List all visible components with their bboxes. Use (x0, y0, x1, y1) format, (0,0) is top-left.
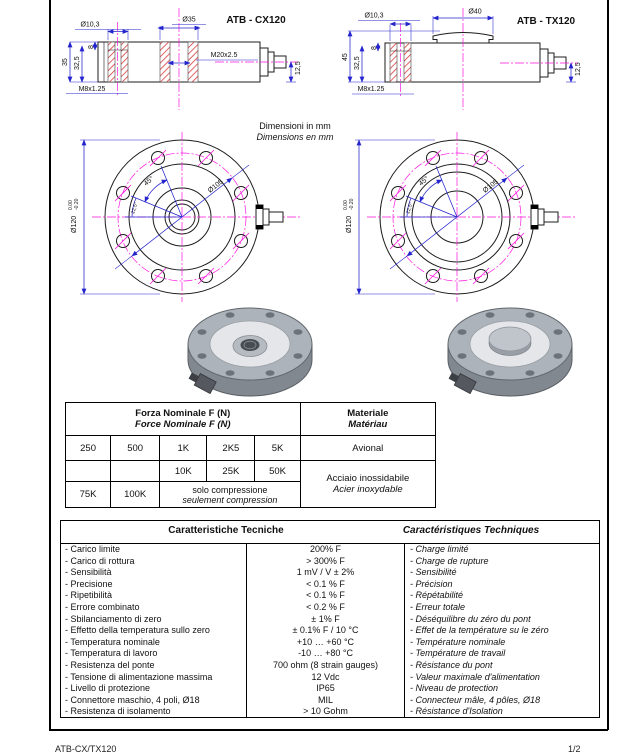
force-cell: 250 (66, 436, 111, 461)
force-header-it: Forza Nominale F (N) (135, 408, 231, 419)
tech-label-fr: - Erreur totale (405, 602, 600, 614)
tech-row (61, 556, 599, 568)
compression-note-fr: seulement compression (182, 494, 278, 505)
tech-label-it: - Errore combinato (65, 601, 140, 612)
tech-label-fr: - Précision (405, 579, 600, 591)
tech-label-it: - Resistenza del ponte (65, 659, 155, 670)
tech-value: < 0.2 % F (247, 602, 405, 614)
force-cell: 75K (66, 482, 111, 508)
tech-header-it: Caratteristiche Tecniche (168, 525, 284, 536)
tech-label-it: - Temperatura nominale (65, 636, 160, 647)
tech-label-it: - Ripetibilità (65, 590, 113, 601)
cx-thread-center-label: M20x2.5 (210, 52, 238, 59)
tech-label-fr: - Charge de rupture (405, 556, 600, 568)
force-cell-empty (66, 461, 111, 482)
tx-front-tol-upper: 0.00 (343, 200, 349, 210)
force-cell: 500 (111, 436, 160, 461)
tech-row (61, 590, 599, 602)
tech-value: < 0.1 % F (247, 590, 405, 602)
dimensions-note-fr: Dimensions en mm (256, 132, 334, 142)
force-header-fr: Force Nominale F (N) (135, 419, 231, 430)
tech-label-fr: - Température nominale (405, 637, 600, 649)
tx-connector-offset-label: 12,5 (575, 62, 582, 76)
tech-label-it: - Temperatura di lavoro (65, 648, 158, 659)
cx-height-total-label: 35 (62, 58, 69, 66)
tech-label-it: - Connettore maschio, 4 poli, Ø18 (65, 694, 200, 705)
tech-label-it: - Precisione (65, 578, 113, 589)
material-avional-cell: Avional (300, 436, 435, 461)
tx-height-inner-label: 32,5 (354, 56, 361, 70)
tx-thread-bolt-label: M8x1.25 (357, 86, 385, 93)
cx-front-tol-upper: 0.00 (68, 200, 74, 210)
force-cell: 50K (255, 461, 300, 482)
tech-label-it: - Carico limite (65, 544, 121, 554)
force-table-header (66, 403, 301, 436)
tech-label-fr: - Connecteur mâle, 4 pôles, Ø18 (405, 695, 600, 707)
force-cell-empty (111, 461, 160, 482)
tech-label-fr: - Effet de la température su le zéro (405, 625, 600, 637)
compression-only-cell (160, 482, 300, 508)
tech-row (61, 625, 599, 637)
cx-front-tol-lower: -0.20 (74, 198, 80, 210)
material-header (300, 403, 435, 436)
tx120-side-view (342, 8, 582, 110)
tech-value: 1 mV / V ± 2% (247, 567, 405, 579)
force-nominal-table (65, 402, 436, 508)
tech-label-it: - Carico di rottura (65, 555, 135, 566)
tech-row (61, 695, 599, 707)
page-border-left (49, 0, 51, 730)
tech-label-fr: - Valeur maximale d'alimentation (405, 672, 600, 684)
tx120-front-view (343, 132, 575, 302)
tech-label-it: - Livello di protezione (65, 683, 151, 694)
cx120-side-view (62, 8, 302, 110)
tech-value: 700 ohm (8 strain gauges) (247, 660, 405, 672)
tech-table-header (61, 521, 599, 544)
compression-note-it: solo compressione (192, 484, 268, 495)
cx-front-bolt-circle-dia: Ø105 (206, 178, 225, 195)
force-cell: 25K (207, 461, 255, 482)
footer-document-ref: ATB-CX/TX120 (55, 744, 117, 752)
tx-front-tol-lower: -0.20 (349, 198, 355, 210)
cx-connector-offset-label: 12,5 (295, 61, 302, 75)
tx-front-angle-225: 22,5° (405, 201, 415, 215)
tech-value: > 10 Gohm (247, 706, 405, 718)
tech-row (61, 567, 599, 579)
cx-height-inner-label: 32,5 (74, 56, 81, 70)
material-header-fr: Matériau (348, 419, 388, 430)
technical-characteristics-table (60, 520, 600, 718)
tech-label-it: - Effetto della temperatura sullo zero (65, 625, 210, 636)
tech-row (61, 706, 599, 718)
tech-value: ± 1% F (247, 614, 405, 626)
tech-value: IP65 (247, 683, 405, 695)
tech-label-it: - Sensibilità (65, 567, 112, 578)
tech-row (61, 683, 599, 695)
page-border-bottom (49, 729, 608, 731)
material-header-it: Materiale (347, 408, 389, 419)
tech-value: > 300% F (247, 556, 405, 568)
dimensions-note-it: Dimensioni in mm (259, 121, 331, 131)
tech-value: 12 Vdc (247, 672, 405, 684)
tech-value: 200% F (247, 544, 405, 556)
cx-dia-center-label: Ø35 (182, 16, 196, 24)
cx-thread-bolt-label: M8x1.25 (78, 86, 106, 93)
footer-page-number: 1/2 (568, 744, 581, 752)
material-steel-it: Acciaio inossidabile (326, 473, 410, 484)
tech-row (61, 602, 599, 614)
tx120-photo (447, 308, 572, 396)
tx-front-dia-outer: Ø120 (346, 215, 353, 233)
cx-front-angle-45: 45° (142, 175, 156, 188)
tx-counterbore-label: 8 (371, 46, 378, 50)
page-border-right (607, 0, 609, 730)
tx-front-bolt-circle-dia: Ø105 (481, 178, 500, 195)
cx-front-angle-225: 22,5° (130, 201, 140, 215)
cx120-photo (187, 308, 312, 396)
tech-label-fr: - Répétabilité (405, 590, 600, 602)
force-cell: 2K5 (207, 436, 255, 461)
tx-front-angle-45: 45° (417, 175, 431, 188)
force-cell: 10K (160, 461, 207, 482)
tech-value: -10 … +80 °C (247, 648, 405, 660)
tech-label-fr: - Niveau de protection (405, 683, 600, 695)
tech-label-it: - Resistenza di isolamento (65, 706, 171, 717)
tech-value: MIL (247, 695, 405, 707)
tx-height-total-label: 45 (342, 53, 349, 61)
tech-label-fr: - Charge limité (405, 544, 600, 556)
tech-row (61, 648, 599, 660)
force-row-2 (66, 461, 436, 482)
tech-label-fr: - Sensibilité (405, 567, 600, 579)
tech-value: +10 … +60 °C (247, 637, 405, 649)
tech-label-it: - Sbilanciamento di zero (65, 613, 162, 624)
tech-label-fr: - Résistance d'Isolation (405, 706, 600, 718)
tech-row (61, 614, 599, 626)
tx-dia-bolt-label: Ø10,3 (364, 12, 384, 20)
tech-row (61, 544, 599, 556)
cx-counterbore-label: 8 (88, 45, 95, 49)
cx-front-dia-outer: Ø120 (71, 215, 78, 233)
cx120-front-view (68, 132, 300, 302)
force-row-1 (66, 436, 436, 461)
tx-dia-dome-label: Ø40 (468, 8, 482, 16)
material-steel-fr: Acier inoxydable (332, 484, 403, 495)
tech-value: ± 0.1% F / 10 °C (247, 625, 405, 637)
cx-dia-bolt-label: Ø10,3 (80, 21, 100, 29)
tech-label-fr: - Température de travail (405, 648, 600, 660)
material-steel-cell (300, 461, 435, 508)
tech-row (61, 660, 599, 672)
tech-row (61, 579, 599, 591)
force-cell: 5K (255, 436, 300, 461)
tech-header-fr: Caractéristiques Techniques (402, 525, 540, 536)
tech-label-it: - Tensione di alimentazione massima (65, 671, 213, 682)
tech-label-fr: - Déséquilibre du zéro du pont (405, 614, 600, 626)
tech-value: < 0.1 % F (247, 579, 405, 591)
tech-row (61, 672, 599, 684)
tx120-title: ATB - TX120 (516, 16, 576, 27)
cx120-title: ATB - CX120 (226, 15, 286, 26)
tech-row (61, 637, 599, 649)
force-cell: 1K (160, 436, 207, 461)
force-cell: 100K (111, 482, 160, 508)
tech-label-fr: - Résistance du pont (405, 660, 600, 672)
